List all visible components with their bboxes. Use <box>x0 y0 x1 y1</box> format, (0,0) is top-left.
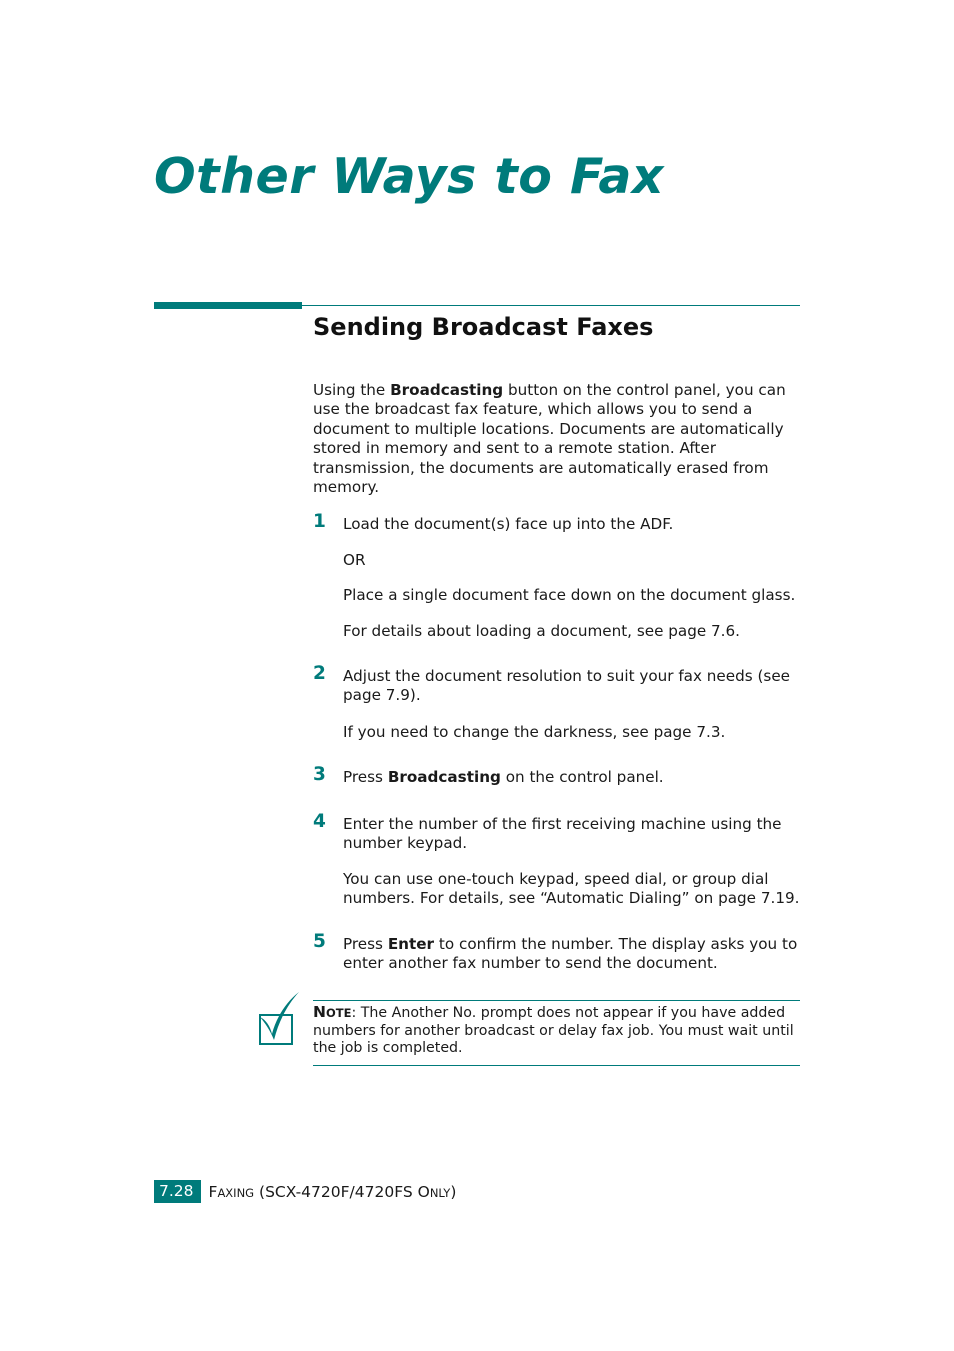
step-5-bold-enter: Enter <box>387 935 435 953</box>
step-1-details: For details about loading a document, see page 7.6. <box>343 622 740 640</box>
section-rule-thin <box>302 305 800 306</box>
step-3-number: 3 <box>313 764 326 785</box>
step-5-text <box>343 935 805 974</box>
step-2-number: 2 <box>313 663 326 684</box>
step-1-alt: Place a single document face down on the document glass. <box>343 586 796 604</box>
note-body: The Another No. prompt does not appear if you have added numbers for another broadcast or delay fax job. You must wait until the job is completed. <box>313 1005 794 1057</box>
step-1-or: OR <box>343 551 366 569</box>
step-5-post: to confirm the number. The display asks you to enter another fax number to send the document. <box>343 935 798 973</box>
step-1-text: Load the document(s) face up into the ADF. <box>343 515 674 533</box>
step-4-details: You can use one-touch keypad, speed dial, or group dial numbers. For details, see “Automatic Dialing” on page 7.19. <box>343 870 800 908</box>
intro-paragraph <box>313 381 803 497</box>
step-1-number: 1 <box>313 511 326 532</box>
footer-chapter-label: FAXING (SCX-4720F/4720FS ONLY) <box>208 1182 457 1201</box>
step-5-pre: Press <box>343 935 388 953</box>
checkmark-note-icon <box>256 990 302 1048</box>
step-2-darkness: If you need to change the darkness, see page 7.3. <box>343 723 726 741</box>
section-title: Sending Broadcast Faxes <box>313 313 654 341</box>
note-text: NOTE: The Another No. prompt does not appear if you have added numbers for another broadcast or delay fax job. You must wait until the job is completed. <box>313 1003 794 1057</box>
step-4-number: 4 <box>313 811 326 832</box>
page-footer <box>154 1180 456 1203</box>
note-rule-top <box>313 1000 800 1001</box>
note-rule-bottom <box>313 1065 800 1066</box>
intro-text-2: button on the control panel, you can use the broadcast fax feature, which allows you to send a document to multiple locations. Documents are automatically stored in memory and sent to a remote station. After transmission, the documents are automatically erased from memory. <box>313 381 786 497</box>
step-3-post: on the control panel. <box>500 768 664 786</box>
chapter-title: Other Ways to Fax <box>154 148 665 205</box>
step-2-text: Adjust the document resolution to suit your fax needs (see page 7.9). <box>343 667 791 705</box>
note-label: NOTE <box>313 1003 352 1021</box>
page-number: 7.28 <box>154 1180 201 1203</box>
step-5-number: 5 <box>313 931 326 952</box>
section-rule-thick <box>154 302 302 309</box>
step-3-text <box>343 768 805 787</box>
intro-text-1: Using the <box>313 381 391 399</box>
step-3-pre: Press <box>343 768 388 786</box>
intro-bold-broadcasting: Broadcasting <box>390 381 504 399</box>
step-3-bold-broadcasting: Broadcasting <box>387 768 501 786</box>
step-4-text: Enter the number of the first receiving machine using the number keypad. <box>343 815 782 853</box>
